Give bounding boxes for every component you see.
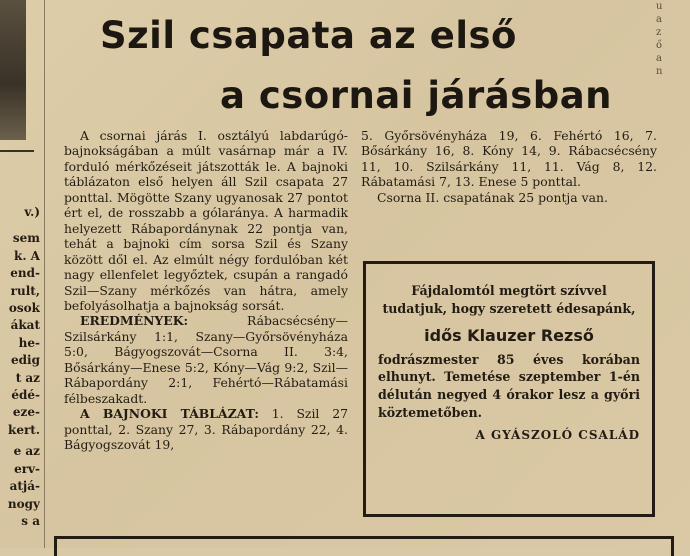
table-continuation: 5. Győrsövényháza 19, 6. Fehértó 16, 7. Bősárkány 16, 8. Kóny 14, 9. Rábacsécsény 11, 10. Szilsárkány 11, 11. Vág 8, 12. Rábatamási 7, 13. Enese 5 ponttal.: [361, 128, 657, 190]
left-text-fragments: [0, 204, 40, 530]
obituary-signature: A GYÁSZOLÓ CSALÁD: [475, 428, 640, 443]
left-line: kert.: [8, 422, 40, 437]
obituary-content: [378, 282, 640, 445]
obituary-name: idős Klauzer Rezső: [424, 326, 594, 346]
right-line: u: [656, 1, 663, 12]
right-line: ő: [656, 40, 663, 51]
left-line: ákat: [10, 318, 40, 333]
headline-line-2: a csornai járásban: [220, 74, 613, 117]
left-line: s a: [21, 513, 40, 528]
left-divider-rule: [0, 150, 34, 152]
column-divider: [44, 0, 45, 548]
results-heading: EREDMÉNYEK:: [80, 313, 189, 329]
left-line: édé-: [11, 388, 40, 403]
left-line: nogy: [7, 496, 40, 511]
left-line: t az: [15, 370, 40, 385]
table-paragraph: [64, 406, 348, 452]
right-line: a: [656, 14, 662, 25]
table-heading: A BAJNOKI TÁBLÁZAT:: [80, 406, 259, 422]
left-line: erv-: [14, 461, 40, 476]
article-body-right: [361, 128, 657, 205]
obituary-body: fodrászmester 85 éves korában elhunyt. Temetése szeptember 1-én délután negyed 4 órakor lesz a győri köztemetőben.: [378, 351, 640, 420]
left-line: sem: [12, 231, 40, 246]
left-line: end-: [10, 266, 40, 281]
right-line: a: [656, 53, 662, 64]
left-line: k. A: [14, 248, 40, 263]
headline-line-1: Szil csapata az első: [100, 14, 517, 57]
left-line: rult,: [10, 283, 40, 298]
left-line: e az: [13, 444, 40, 459]
left-line: edig: [11, 353, 40, 368]
obituary-box: [363, 261, 655, 517]
right-line: z: [656, 27, 662, 38]
results-paragraph: [64, 313, 348, 406]
left-line: v.): [24, 205, 40, 219]
right-line: n: [656, 66, 663, 77]
next-article-box-edge: [54, 536, 674, 556]
left-line: atjá-: [9, 479, 40, 494]
left-line: he-: [18, 335, 40, 350]
left-clipped-column: [0, 0, 40, 548]
results-text: Rábacsécsény—Szilsárkány 1:1, Szany—Győrsövényháza 5:0, Bágyogszovát—Csorna II. 3:4, Bősárkány—Enese 5:2, Kóny—Vág 9:2, Szil—Rábapordány 2:1, Fehértó—Rábatamási félbeszakadt.: [64, 313, 348, 406]
table-text: 1. Szil 27 ponttal, 2. Szany 27, 3. Rábapordány 22, 4. Bágyogszovát 19,: [64, 406, 348, 453]
left-photo-fragment: [0, 0, 26, 140]
article-body-left: [64, 128, 348, 453]
obituary-intro: Fájdalomtól megtört szívvel tudatjuk, hogy szeretett édesapánk,: [382, 283, 636, 316]
left-line: eze-: [12, 405, 40, 420]
right-clipped-column: [656, 0, 690, 120]
left-line: osok: [8, 301, 40, 316]
csorna-note: Csorna II. csapatának 25 pontja van.: [377, 189, 608, 205]
article-paragraph: A csornai járás I. osztályú labdarúgó-bajnokságában a múlt vasárnap már a IV. forduló mérkőzéseit játszották le. A bajnoki táblázaton első helyen áll Szil csapata 27 ponttal. Mögötte Szany ugyanosak 27 pontot ért el, de rosszabb a gólaránya. A harmadik helyezett Rábapordánynak 22 pontja van, tehát a bajnoki cím sorsa Szil és Szany között dől el. Az elmúlt négy fordulóban két nagy ellenfelet legyőztek, csupán a rangadó Szil—Szany mérkőzés van hátra, amely befolyásolhatja a bajnokság sorsát.: [64, 128, 348, 313]
